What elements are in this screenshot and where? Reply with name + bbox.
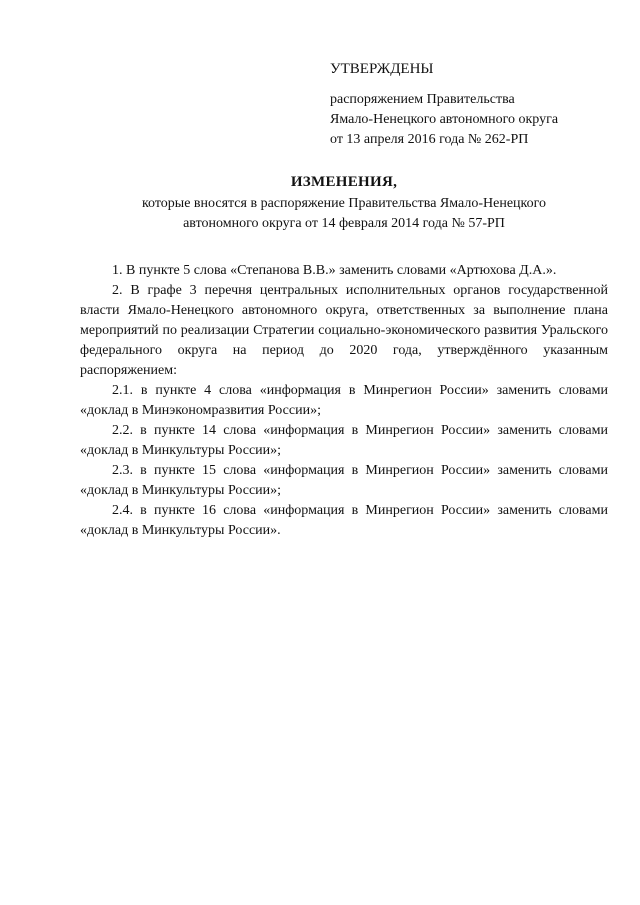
title-block: [80, 172, 608, 234]
document-subtitle-line-1: которые вносятся в распоряжение Правительства Ямало-Ненецкого: [141, 196, 547, 211]
paragraph-item-1: 1. В пункте 5 слова «Степанова В.В.» заменить словами «Артюхова Д.А.».: [112, 263, 557, 278]
paragraph-item-2-1: 2.1. в пункте 4 слова «информация в Минрегион России» заменить словами «доклад в Минэкономразвития России»;: [80, 383, 608, 418]
approval-line-region: Ямало-Ненецкого автономного округа: [330, 112, 559, 127]
document-body: [80, 261, 608, 541]
document-subtitle-line-2: автономного округа от 14 февраля 2014 года № 57-РП: [183, 216, 505, 231]
paragraph-item-2-4: 2.4. в пункте 16 слова «информация в Минрегион России» заменить словами «доклад в Минкультуры России».: [80, 503, 608, 538]
approval-block: [330, 60, 630, 150]
approval-line-authority: распоряжением Правительства: [330, 92, 515, 107]
approval-line-date-number: от 13 апреля 2016 года № 262-РП: [330, 132, 529, 147]
paragraph-item-2-3: 2.3. в пункте 15 слова «информация в Минрегион России» заменить словами «доклад в Минкультуры России»;: [80, 463, 608, 498]
paragraph-item-2-2: 2.2. в пункте 14 слова «информация в Минрегион России» заменить словами «доклад в Минкультуры России»;: [80, 423, 608, 458]
paragraph-item-2: 2. В графе 3 перечня центральных исполнительных органов государственной власти Ямало-Ненецкого автономного округа, ответственных за выполнение плана мероприятий по реализации Стратегии социально-экономического развития Уральского федерального округа на период до 2020 года, утверждённого указанным распоряжением:: [80, 283, 608, 378]
document-title: ИЗМЕНЕНИЯ,: [290, 174, 398, 190]
approval-heading: УТВЕРЖДЕНЫ: [330, 61, 434, 77]
